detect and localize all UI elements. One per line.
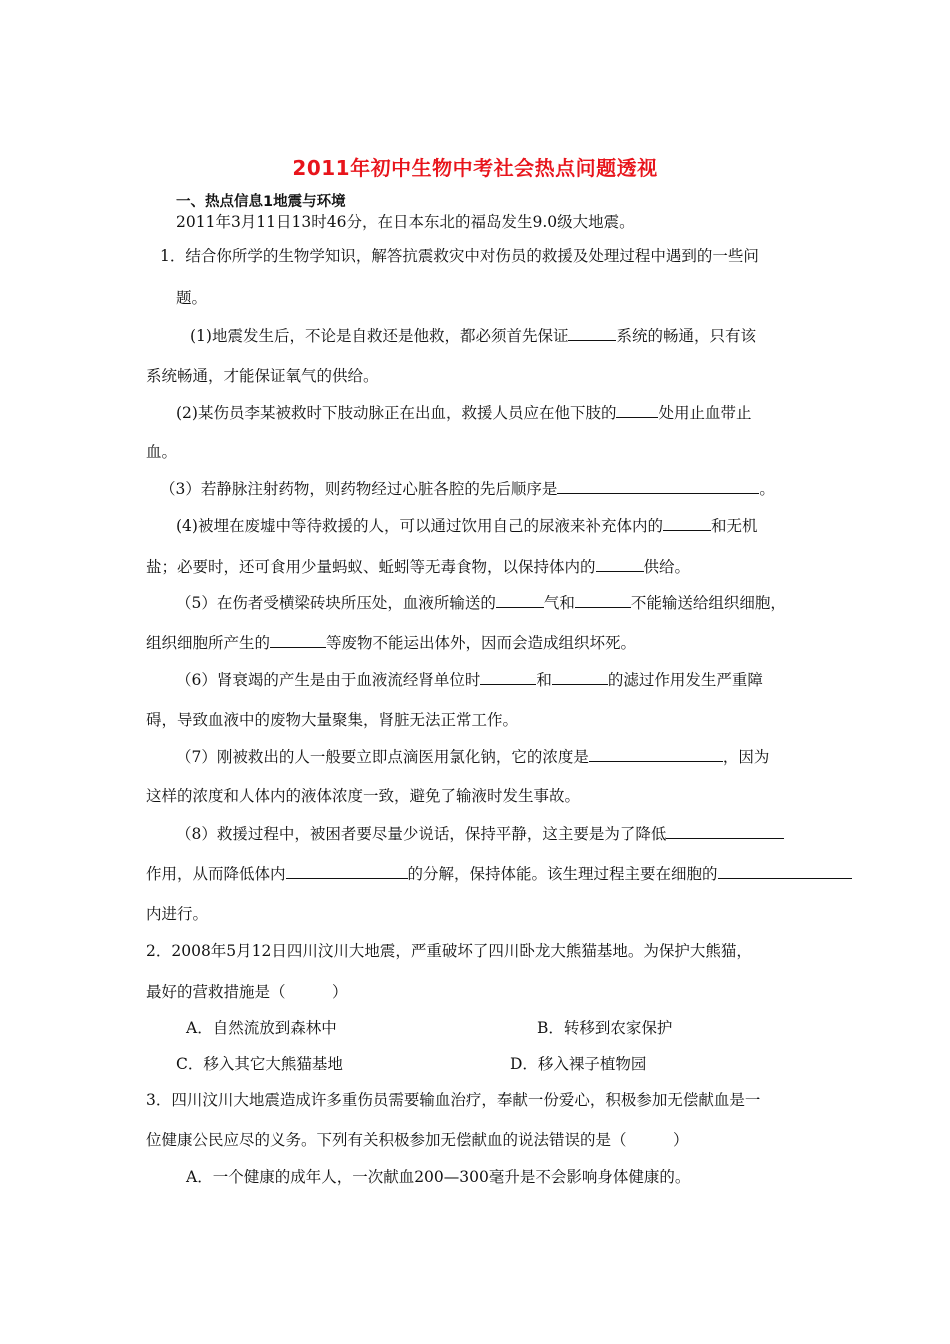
q1-part8-line1 [176, 823, 784, 844]
answer-blank[interactable] [589, 746, 723, 762]
q1-part4-line1 [176, 515, 757, 536]
q1-part5-text2: 组织细胞所产生的 [146, 634, 271, 652]
q1-part3-line [160, 478, 775, 499]
answer-blank[interactable] [666, 823, 784, 839]
q1-part1-line2: 系统畅通，才能保证氧气的供给。 [146, 367, 379, 385]
q3-option-a[interactable]: A．一个健康的成年人，一次献血200—300毫升是不会影响身体健康的。 [186, 1168, 691, 1186]
answer-blank[interactable] [480, 669, 536, 685]
q1-part8-line3: 内进行。 [146, 905, 209, 923]
answer-blank[interactable] [596, 556, 644, 572]
answer-blank[interactable] [270, 632, 326, 648]
q2-stem: 2．2008年5月12日四川汶川大地震，严重破坏了四川卧龙大熊猫基地。为保护大熊猫， [146, 942, 752, 960]
q1-part6-text-end: 的滤过作用发生严重障 [607, 671, 763, 689]
section-heading: 一、热点信息1地震与环境 [176, 194, 346, 210]
answer-blank[interactable] [286, 863, 408, 879]
q1-part5-text-mid: 气和 [543, 594, 575, 612]
q1-part7-line2: 这样的浓度和人体内的液体浓度一致，避免了输液时发生事故。 [146, 787, 581, 805]
q1-part4-text: (4)被埋在废墟中等待救援的人，可以通过饮用自己的尿液来补充体内的 [176, 517, 663, 535]
q2-option-c[interactable]: C．移入其它大熊猫基地 [176, 1055, 343, 1073]
q1-part1-text: (1)地震发生后，不论是自救还是他救，都必须首先保证 [190, 327, 569, 345]
q1-part4-text-cont: 和无机 [710, 517, 758, 535]
q1-part5-text: （5）在伤者受横梁砖块所压处，血液所输送的 [176, 594, 496, 612]
q3-stem: 3．四川汶川大地震造成许多重伤员需要输血治疗，奉献一份爱心，积极参加无偿献血是一 [146, 1091, 761, 1109]
q1-part4-line2 [146, 556, 690, 577]
q1-part5-text2-cont: 等废物不能运出体外，因而会造成组织坏死。 [326, 634, 637, 652]
answer-blank[interactable] [616, 402, 658, 418]
answer-blank[interactable] [663, 515, 711, 531]
answer-blank[interactable] [496, 592, 544, 608]
answer-blank[interactable] [557, 478, 759, 494]
q1-part6-line2: 碍，导致血液中的废物大量聚集，肾脏无法正常工作。 [146, 711, 519, 729]
q2-option-d[interactable]: D．移入裸子植物园 [510, 1055, 647, 1073]
q1-part5-text-end: 不能输送给组织细胞， [630, 594, 786, 612]
intro-text: 2011年3月11日13时46分，在日本东北的福岛发生9.0级大地震。 [176, 213, 635, 231]
q1-part3-end: 。 [759, 480, 775, 498]
q1-part6-line1 [176, 669, 763, 690]
q1-part5-line1 [176, 592, 786, 613]
q1-stem: 1．结合你所学的生物学知识，解答抗震救灾中对伤员的救援及处理过程中遇到的一些问 [160, 247, 759, 265]
q2-stem-cont: 最好的营救措施是（ ） [146, 983, 348, 1001]
q1-part5-line2 [146, 632, 636, 653]
q1-part7-text: （7）刚被救出的人一般要立即点滴医用氯化钠，它的浓度是 [176, 748, 589, 766]
q1-part4-text2: 盐；必要时，还可食用少量蚂蚁、蚯蚓等无毒食物，以保持体内的 [146, 558, 596, 576]
q2-option-b[interactable]: B．转移到农家保护 [537, 1019, 673, 1037]
answer-blank[interactable] [552, 669, 608, 685]
q1-part8-text: （8）救援过程中，被困者要尽量少说话，保持平静，这主要是为了降低 [176, 825, 667, 843]
q1-part8-text2-mid: 的分解，保持体能。该生理过程主要在细胞的 [407, 865, 718, 883]
answer-blank[interactable] [718, 863, 852, 879]
q1-part7-line1 [176, 746, 769, 767]
q1-stem-cont: 题。 [176, 289, 208, 307]
q1-part2-line2: 血。 [146, 443, 178, 461]
q2-option-a[interactable]: A．自然流放到森林中 [186, 1019, 337, 1037]
q1-part6-text: （6）肾衰竭的产生是由于血液流经肾单位时 [176, 671, 481, 689]
q1-part7-text-cont: ，因为 [722, 748, 770, 766]
q1-part3-text: （3）若静脉注射药物，则药物经过心脏各腔的先后顺序是 [160, 480, 558, 498]
document-title: 2011年初中生物中考社会热点问题透视 [292, 156, 658, 180]
q1-part8-text2: 作用，从而降低体内 [146, 865, 286, 883]
q1-part1-line1 [190, 325, 756, 346]
q3-stem-cont: 位健康公民应尽的义务。下列有关积极参加无偿献血的说法错误的是（ ） [146, 1131, 689, 1149]
q1-part1-text-cont: 系统的畅通，只有该 [616, 327, 756, 345]
q1-part6-text-mid: 和 [536, 671, 552, 689]
answer-blank[interactable] [575, 592, 631, 608]
answer-blank[interactable] [568, 325, 616, 341]
q1-part4-text2-cont: 供给。 [643, 558, 691, 576]
q1-part2-text: (2)某伤员李某被救时下肢动脉正在出血，救援人员应在他下肢的 [176, 404, 617, 422]
q1-part8-line2 [146, 863, 852, 884]
q1-part2-text-cont: 处用止血带止 [658, 404, 752, 422]
q1-part2-line1 [176, 402, 751, 423]
